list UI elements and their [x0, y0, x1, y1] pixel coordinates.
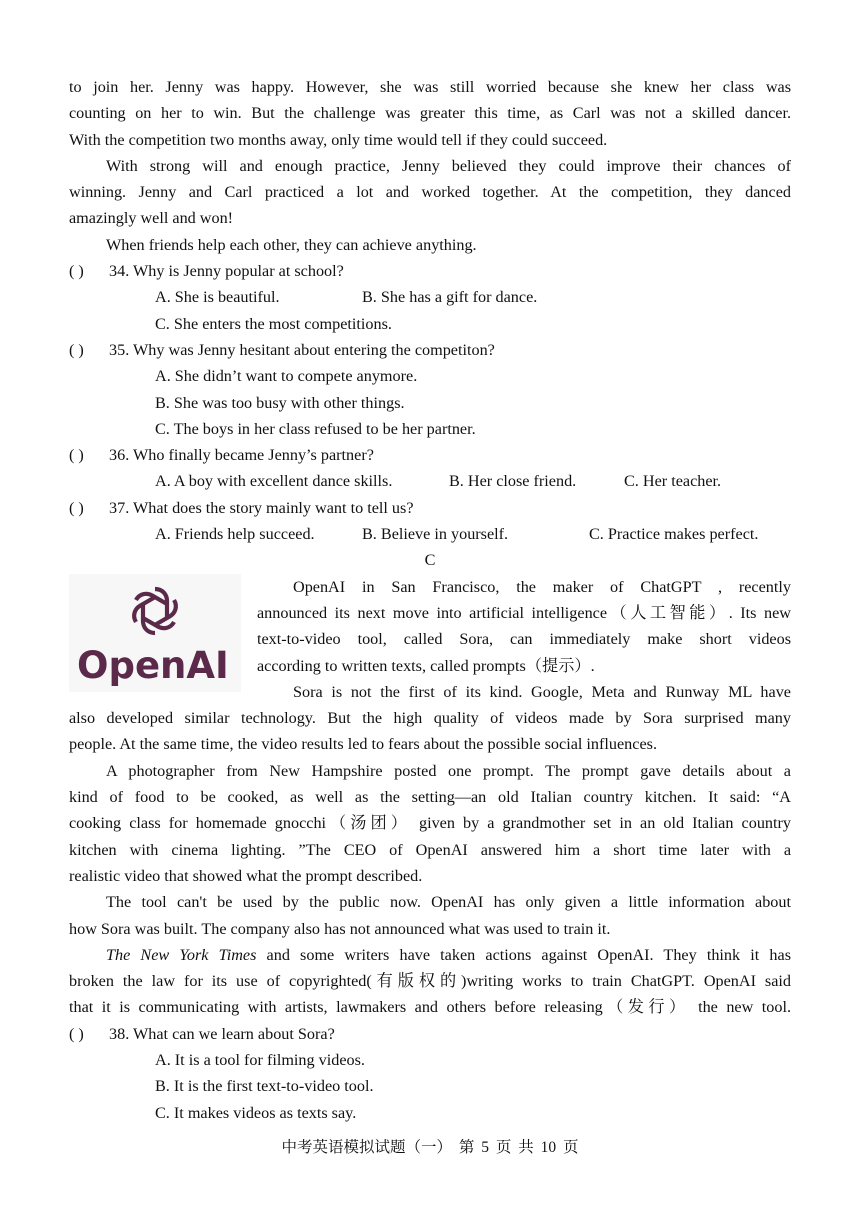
passage-line: counting on her to win. But the challenge was greater this time, as Carl was not a skilled dancer.: [69, 104, 791, 123]
passage-line: announced its next move into artificial intelligence（人工智能）. Its new: [257, 603, 791, 622]
options-row: [69, 1047, 791, 1073]
passage-line: kind of food to be cooked, as well as the setting—an old Italian country kitchen. It said: “A: [69, 788, 791, 807]
options-row: [69, 1100, 791, 1126]
options-row: [69, 468, 791, 494]
intro-paragraph: [257, 574, 791, 679]
options-row: [69, 363, 791, 389]
question-35: [69, 337, 791, 363]
page-footer: 中考英语模拟试题（一） 第 5 页 共 10 页: [281, 1139, 579, 1156]
openai-knot-icon: [128, 584, 182, 638]
option-a: A. Friends help succeed.: [155, 525, 315, 544]
question-38: [69, 1021, 791, 1047]
option-c: C. It makes videos as texts say.: [155, 1103, 357, 1122]
option-c: C. The boys in her class refused to be her partner.: [155, 419, 476, 438]
options-row: [69, 521, 791, 547]
option-a: A. She is beautiful.: [155, 288, 280, 307]
passage-line: also developed similar technology. But the high quality of videos made by Sora surprised many: [69, 709, 791, 728]
passage-line: cooking class for homemade gnocchi（汤团） given by a grandmother set in an old Italian country: [69, 814, 791, 833]
logo-wordmark: OpenAI: [77, 643, 229, 687]
question-text: 35. Why was Jenny hesitant about entering the competiton?: [109, 340, 495, 359]
passage-line: Sora is not the first of its kind. Google, Meta and Runway ML have: [293, 682, 791, 701]
question-36: [69, 442, 791, 468]
answer-blank[interactable]: ( ): [69, 1024, 84, 1043]
passage-line: realistic video that showed what the prompt described.: [69, 866, 423, 885]
option-c: C. Practice makes perfect.: [589, 525, 759, 544]
passage-line: that it is communicating with artists, lawmakers and others before releasing（发行） the new tool.: [69, 998, 791, 1017]
question-text: 38. What can we learn about Sora?: [109, 1024, 335, 1043]
passage-line: With strong will and enough practice, Jenny believed they could improve their chances of: [106, 156, 791, 175]
passage-line: broken the law for its use of copyrighted(有版权的)writing works to train ChatGPT. OpenAI said: [69, 972, 791, 991]
exam-page: [69, 74, 791, 1126]
question-34: [69, 258, 791, 284]
question-text: 36. Who finally became Jenny’s partner?: [109, 446, 374, 465]
option-b: B. She was too busy with other things.: [155, 393, 405, 412]
passage-line: to join her. Jenny was happy. However, she was still worried because she knew her class was: [69, 78, 791, 96]
option-a: A. A boy with excellent dance skills.: [155, 472, 393, 491]
answer-blank[interactable]: ( ): [69, 340, 84, 359]
section-heading: C: [424, 551, 436, 570]
option-c: C. Her teacher.: [624, 472, 722, 491]
options-row: [69, 390, 791, 416]
options-row: [69, 311, 791, 337]
option-b: B. Believe in yourself.: [362, 525, 509, 544]
passage-line: according to written texts, called prompts（提示）.: [257, 656, 595, 675]
passage-text: and some writers have taken actions against OpenAI. They think it has: [256, 945, 791, 964]
answer-blank[interactable]: ( ): [69, 446, 84, 465]
logo-wrap-block: [69, 574, 791, 687]
answer-blank[interactable]: ( ): [69, 498, 84, 517]
passage-line: [69, 942, 791, 968]
passage-line: When friends help each other, they can achieve anything.: [106, 235, 477, 254]
option-a: A. She didn’t want to compete anymore.: [155, 367, 418, 386]
passage-line: A photographer from New Hampshire posted one prompt. The prompt gave details about a: [106, 761, 791, 780]
passage-line: text-to-video tool, called Sora, can immediately make short videos: [257, 630, 791, 649]
option-c: C. She enters the most competitions.: [155, 314, 392, 333]
passage-line: OpenAI in San Francisco, the maker of ChatGPT , recently: [293, 577, 791, 596]
passage-line: how Sora was built. The company also has not announced what was used to train it.: [69, 919, 611, 938]
options-row: [69, 416, 791, 442]
question-37: [69, 495, 791, 521]
passage-line: The tool can't be used by the public now. OpenAI has only given a little information about: [106, 893, 791, 912]
option-b: B. She has a gift for dance.: [362, 288, 538, 307]
question-text: 37. What does the story mainly want to tell us?: [109, 498, 414, 517]
passage-b: [69, 74, 791, 258]
option-b: B. It is the first text-to-video tool.: [155, 1077, 374, 1096]
passage-line: kitchen with cinema lighting. ”The CEO of OpenAI answered him a short time later with a: [69, 840, 791, 859]
options-row: [69, 1073, 791, 1099]
passage-line: people. At the same time, the video results led to fears about the possible social influences.: [69, 735, 657, 754]
option-a: A. It is a tool for filming videos.: [155, 1050, 365, 1069]
options-row: [69, 284, 791, 310]
newspaper-title: The New York Times: [106, 945, 257, 964]
passage-line: With the competition two months away, only time would tell if they could succeed.: [69, 130, 608, 149]
answer-blank[interactable]: ( ): [69, 262, 84, 281]
passage-line: winning. Jenny and Carl practiced a lot and worked together. At the competition, they danced: [69, 183, 791, 202]
question-text: 34. Why is Jenny popular at school?: [109, 262, 344, 281]
openai-logo: [69, 574, 241, 692]
option-b: B. Her close friend.: [449, 472, 577, 491]
passage-line: amazingly well and won!: [69, 209, 234, 228]
